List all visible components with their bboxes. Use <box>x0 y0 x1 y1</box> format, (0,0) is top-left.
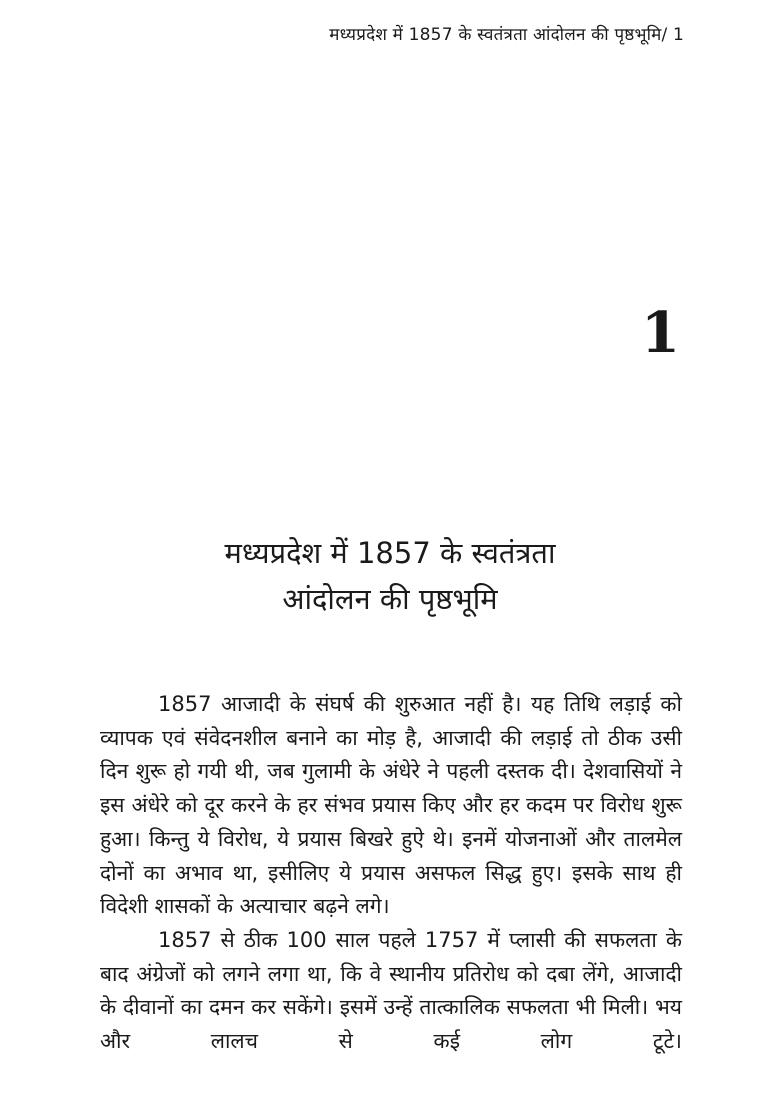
paragraph-1: 1857 आजादी के संघर्ष की शुरुआत नहीं है। यह तिथि लड़ाई को व्यापक एवं संवेदनशील बनाने का मोड़ है, आजादी की लड़ाई तो ठीक उसी दिन शुरू हो गयी थी, जब गुलामी के अंधेरे ने पहली दस्तक दी। देशवासियों ने इस अंधेरे को दूर करने के हर संभव प्रयास किए और हर कदम पर विरोध शुरू हुआ। किन्तु ये विरोध, ये प्रयास बिखरे हुऐ थे। इनमें योजनाओं और तालमेल दोनों का अभाव था, इसीलिए ये प्रयास असफल सिद्ध हुए। इसके साथ ही विदेशी शासकों के अत्याचार बढ़ने लगे। <box>100 692 682 919</box>
running-header: मध्यप्रदेश में 1857 के स्वतंत्रता आंदोलन की पृष्ठभूमि/ 1 <box>329 25 684 45</box>
paragraph-2: 1857 से ठीक 100 साल पहले 1757 में प्लासी की सफलता के बाद अंग्रेजों को लगने लगा था, कि वे स्थानीय प्रतिरोध को दबा लेंगे, आजादी के दीवानों का दमन कर सकेंगे। इसमें उन्हें तात्कालिक सफलता भी मिली। भय और लालच से कई लोग टूटे। <box>100 927 682 1054</box>
body-text <box>100 688 682 1059</box>
chapter-number: 1 <box>641 300 680 366</box>
chapter-title-line-1: मध्यप्रदेश में 1857 के स्वतंत्रता <box>224 536 556 570</box>
chapter-title-line-2: आंदोलन की पृष्ठभूमि <box>282 582 498 616</box>
chapter-title <box>0 530 780 622</box>
